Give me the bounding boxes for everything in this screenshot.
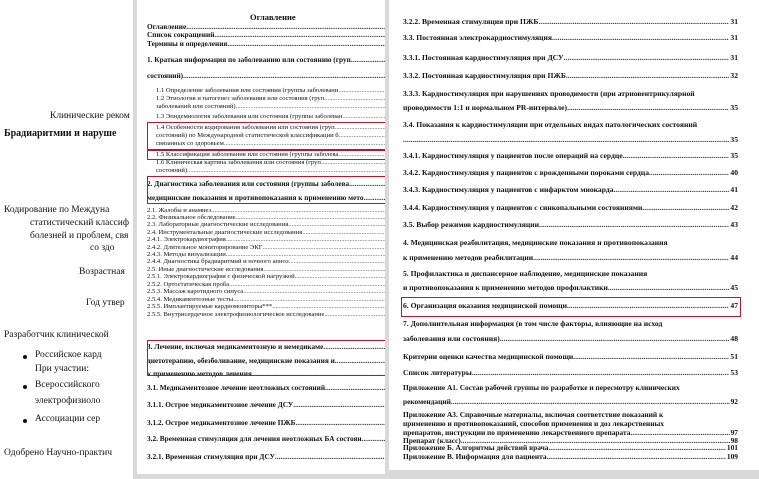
- toc-entry-text: 3.2. Временная стимуляция для лечения неотложных БА состоян: [147, 434, 362, 443]
- toc-page-number: 109: [726, 452, 738, 461]
- toc-entry-text: заболеваний или состояний): [156, 103, 236, 110]
- toc-entry-text: 2.4. Инструментальные диагностические исследования: [147, 229, 303, 236]
- toc-leader-dots: [243, 288, 385, 295]
- toc-entry-text: 2.5.5. Внутрисердечное электрофизиологическое исследование: [147, 311, 325, 318]
- toc-page-number: 48: [730, 334, 738, 343]
- toc-entry-text: Список литературы: [403, 368, 472, 377]
- toc-entry[interactable]: [403, 89, 738, 98]
- toc-entry-text: Оглавление: [147, 22, 187, 31]
- bullet-icon: [23, 419, 27, 423]
- toc-leader-dots: [183, 71, 385, 80]
- toc-leader-dots: [623, 151, 730, 160]
- toc-entry-text: 1.1 Определение заболевания или состояния (группы заболевани: [156, 87, 339, 94]
- toc-leader-dots: [236, 214, 385, 221]
- toc-page-number: 47: [730, 301, 738, 310]
- toc-page-number: 97: [730, 428, 738, 437]
- toc-entry-text: и противопоказания к применению методов профилактики: [403, 283, 608, 292]
- toc-entry-text: 3.4.4. Кардиостимуляция у пациентов с синкопальными состояниями: [403, 203, 643, 212]
- approved-by-line: Одобрено Научно-практич: [4, 448, 113, 458]
- toc-entry[interactable]: [156, 167, 385, 174]
- toc-entry-text: Критерии оценки качества медицинской помощи: [403, 352, 574, 361]
- toc-leader-dots: [548, 443, 725, 452]
- toc-entry[interactable]: [156, 95, 385, 102]
- highlight-box: [147, 150, 385, 160]
- toc-entry-text: 5. Профилактика и диспансерное наблюдение, медицинские показания: [403, 269, 648, 278]
- toc-entry-text: Список сокращений: [147, 30, 215, 39]
- toc-entry-text: 2.1. Жалобы и анамнез: [147, 207, 212, 214]
- toc-page-number: 45: [730, 283, 738, 292]
- toc-entry-text: Приложение А1. Состав рабочей группы по разработке и пересмотру клинических: [403, 383, 680, 392]
- toc-leader-dots: [539, 220, 729, 229]
- toc-entry[interactable]: [156, 113, 385, 120]
- toc-leader-dots: [362, 434, 385, 443]
- toc-entry[interactable]: [403, 220, 738, 229]
- toc-entry-text: 3.2.2. Временная стимуляция при ПЖБ: [403, 17, 539, 26]
- toc-entry-text: 6. Организация оказания медицинской помощи: [403, 301, 567, 310]
- toc-leader-dots: [338, 87, 385, 94]
- toc-entry-text: 7. Дополнительная информация (в том числе факторы, влияющие на исход: [403, 319, 663, 328]
- toc-entry[interactable]: [403, 419, 738, 428]
- toc-leader-dots: [226, 236, 385, 243]
- toc-entry-text: 1.3 Эпидемиология заболевания или состояния (группы заболеван: [156, 113, 343, 120]
- toc-entry-text: проводимости 1:1 и нормальном PR-интервале): [403, 103, 568, 112]
- toc-entry-text: 4. Медицинская реабилитация, медицинские показания и противопоказания: [403, 238, 668, 247]
- toc-leader-dots: [566, 71, 730, 80]
- toc-entry-text: 3.4.2. Кардиостимуляция у пациентов с врожденными пороками сердца: [403, 168, 650, 177]
- toc-leader-dots: [533, 253, 729, 262]
- toc-leader-dots: [403, 135, 729, 144]
- toc-page-number: 43: [730, 220, 738, 229]
- toc-leader-dots: [642, 203, 729, 212]
- toc-entry[interactable]: [403, 151, 738, 160]
- toc-entry[interactable]: [156, 87, 385, 94]
- toc-entry[interactable]: [403, 185, 738, 194]
- age-group-label: Возрастная: [79, 267, 125, 277]
- toc-leader-dots: [211, 207, 385, 214]
- toc-entry-text: 1.5 Классификация заболевания или состояния (группы заболева: [156, 151, 339, 158]
- developer-item-1: Российское кард: [35, 350, 102, 360]
- developer-label: Разработчик клинической: [4, 330, 109, 340]
- toc-entry[interactable]: [403, 203, 738, 212]
- toc-leader-dots: [264, 266, 385, 273]
- developer-item-3: Ассоциации сер: [35, 414, 101, 424]
- icd-coding-line-2: статистический классиф: [30, 218, 129, 228]
- toc-leader-dots: [567, 103, 729, 112]
- toc-leader-dots: [324, 95, 385, 102]
- toc-entry[interactable]: [147, 400, 385, 409]
- toc-entry-text: 3.5. Выбор режимов кардиостимуляции: [403, 220, 539, 229]
- toc-entry-text: медицинские показания и противопоказания к применению мето: [147, 193, 364, 202]
- toc-entry[interactable]: [147, 214, 385, 221]
- toc-entry-text: 3.1.2. Острое медикаментозное лечение ПЖБ: [147, 418, 296, 427]
- toc-entry-text: 2.2. Физикальное обследование: [147, 214, 236, 221]
- toc-entry-text: 2.4.4. Диагностика брадиаритмий и ночного апноэ: [147, 258, 289, 265]
- toc-entry-text: 3.3.3. Кардиостимуляция при нарушениях проводимости (при атриовентрикулярной: [403, 89, 695, 98]
- toc-leader-dots: [187, 167, 385, 174]
- toc-page-number: 35: [730, 135, 738, 144]
- toc-entry-text: 2.5.5. Имплантируемые кардиомониторы***: [147, 303, 273, 310]
- toc-page-number: 40: [730, 168, 738, 177]
- toc-entry-text: 1. Краткая информация по заболеванию или состоянию (груп: [147, 55, 351, 64]
- toc-entry-text: 2.3. Лабораторные диагностические исследования: [147, 221, 289, 228]
- toc-leader-dots: [214, 30, 385, 39]
- document-page-toc-1: [137, 0, 385, 474]
- approval-year-label: Год утвер: [86, 298, 125, 308]
- toc-leader-dots: [295, 418, 385, 427]
- participation-label: При участии:: [35, 364, 89, 374]
- toc-entry[interactable]: [147, 303, 385, 310]
- toc-entry[interactable]: [403, 452, 738, 461]
- toc-leader-dots: [295, 273, 385, 280]
- toc-page-number: 42: [730, 203, 738, 212]
- toc-entry[interactable]: [403, 253, 738, 262]
- toc-entry-text: 1.2 Этиология и патогенез заболевания или состояния (груп: [156, 95, 325, 102]
- icd-coding-line-3: болезней и проблем, свя: [30, 231, 129, 241]
- toc-entry-text: связанных со здоровьем: [156, 140, 224, 147]
- toc-entry[interactable]: [147, 296, 385, 303]
- toc-leader-dots: [302, 229, 385, 236]
- toc-entry[interactable]: [147, 236, 385, 243]
- recommendations-heading: Клинические реком: [50, 111, 130, 121]
- toc-entry-text: 2. Диагностика заболевания или состояния (группы заболева: [147, 179, 350, 188]
- toc-leader-dots: [236, 103, 385, 110]
- toc-entry[interactable]: [147, 418, 385, 427]
- toc-entry-text: 2.4.3. Методы визуализации: [147, 251, 226, 258]
- toc-leader-dots: [325, 383, 385, 392]
- developer-item-2-cont: электрофизиоло: [35, 396, 101, 406]
- toc-page-number: 31: [730, 17, 738, 26]
- toc-entry[interactable]: [147, 288, 385, 295]
- toc-entry-text: к применению методов лечения: [147, 369, 252, 378]
- toc-entry[interactable]: [403, 17, 738, 26]
- toc-entry-text: состояний): [147, 71, 184, 80]
- toc-leader-dots: [226, 251, 385, 258]
- toc-entry-text: 3.1.1. Острое медикаментозное лечение ДСУ: [147, 400, 294, 409]
- toc-entry-text: заболевания или состояния): [403, 334, 500, 343]
- toc-leader-dots: [288, 221, 385, 228]
- toc-entry-text: к применению методов реабилитации: [403, 253, 534, 262]
- toc-entry[interactable]: [403, 238, 738, 247]
- toc-leader-dots: [324, 311, 385, 318]
- toc-entry-text: 3.3.1. Постоянная кардиостимуляция при ДСУ: [403, 53, 564, 62]
- toc-entry[interactable]: [147, 30, 385, 39]
- document-page-left: [0, 0, 133, 479]
- toc-page-number: 41: [730, 185, 738, 194]
- toc-leader-dots: [608, 283, 730, 292]
- toc-entry[interactable]: [403, 410, 738, 419]
- toc-entry[interactable]: [147, 71, 385, 80]
- toc-leader-dots: [229, 281, 385, 288]
- toc-entry-text: 2.5.4. Медикаментозные тесты: [147, 296, 234, 303]
- toc-leader-dots: [547, 452, 726, 461]
- toc-entry[interactable]: [147, 434, 385, 443]
- toc-entry[interactable]: [403, 269, 738, 278]
- toc-leader-dots: [351, 55, 385, 64]
- toc-entry[interactable]: [147, 221, 385, 228]
- toc-leader-dots: [342, 113, 385, 120]
- toc-entry[interactable]: [403, 283, 738, 292]
- document-title: Брадиаритмии и наруше: [4, 128, 117, 139]
- toc-entry[interactable]: [156, 103, 385, 110]
- toc-entry-text: состояний) по Международной статистической классификации б: [156, 132, 339, 139]
- toc-entry-text: применению и противопоказаний, способов применения и доз лекарственных: [403, 419, 664, 428]
- toc-entry-text: 2.5. Иные диагностические исследования: [147, 266, 264, 273]
- toc-leader-dots: [321, 159, 385, 166]
- toc-entry-text: 2.4.1. Электрокардиография: [147, 236, 226, 243]
- icd-coding-line-1: Кодирование по Междуна: [4, 205, 110, 215]
- toc-leader-dots: [263, 244, 385, 251]
- toc-entry[interactable]: [403, 135, 738, 144]
- bullet-icon: [23, 385, 27, 389]
- toc-page-number: 51: [730, 352, 738, 361]
- icd-coding-line-4: со здо: [90, 243, 115, 253]
- toc-entry[interactable]: [147, 266, 385, 273]
- toc-entry[interactable]: [147, 55, 385, 64]
- highlight-box: [147, 340, 385, 376]
- toc-entry-text: 2.5.3. Массаж каротидного синуса: [147, 288, 244, 295]
- toc-leader-dots: [564, 53, 730, 62]
- toc-leader-dots: [500, 334, 730, 343]
- toc-entry-text: Препарат (класс): [403, 436, 461, 445]
- toc-leader-dots: [275, 452, 385, 461]
- toc-entry-text: 2.5.1. Электрокардиография с физической нагрузкой: [147, 273, 295, 280]
- toc-entry[interactable]: [403, 334, 738, 343]
- toc-entry[interactable]: [403, 352, 738, 361]
- toc-page-number: 32: [730, 71, 738, 80]
- toc-page-number: 35: [730, 151, 738, 160]
- toc-entry-text: препаратов, инструкции по применению лекарственного препарата: [403, 428, 631, 437]
- toc-entry-text: 3. Лечение, включая медикаментозную и немедикаме: [147, 342, 324, 351]
- toc-entry[interactable]: [403, 397, 738, 406]
- toc-entry-text: 3.2.1. Временная стимуляция при ДСУ: [147, 452, 275, 461]
- toc-entry-text: 2.4.2. Длительное мониторирование ЭКГ: [147, 244, 263, 251]
- toc-entry[interactable]: [403, 168, 738, 177]
- toc-entry-text: 1.4 Особенности кодирования заболевания или состояния (груп: [156, 124, 335, 131]
- toc-entry[interactable]: [403, 120, 738, 129]
- highlight-box: [401, 297, 741, 317]
- toc-entry[interactable]: [147, 251, 385, 258]
- toc-entry-text: 3.4. Показания к кардиостимуляции при отдельных видах патологических состояний: [403, 120, 698, 129]
- toc-page-number: 35: [730, 103, 738, 112]
- toc-leader-dots: [649, 168, 729, 177]
- toc-entry[interactable]: [403, 443, 738, 452]
- highlight-box: [147, 176, 385, 204]
- toc-leader-dots: [233, 296, 385, 303]
- toc-entry[interactable]: [147, 244, 385, 251]
- toc-entry[interactable]: [147, 452, 385, 461]
- toc-entry[interactable]: [147, 273, 385, 280]
- toc-entry-text: рекомендаций: [403, 397, 451, 406]
- toc-leader-dots: [552, 33, 729, 42]
- toc-page-number: 98: [730, 436, 738, 445]
- toc-leader-dots: [538, 17, 729, 26]
- toc-entry[interactable]: [403, 53, 738, 62]
- toc-entry[interactable]: [403, 319, 738, 328]
- toc-page-number: 31: [730, 53, 738, 62]
- toc-entry-text: состояний): [156, 167, 188, 174]
- highlight-box: [147, 122, 385, 150]
- toc-entry[interactable]: [403, 33, 738, 42]
- toc-entry-text: Приложение Б. Алгоритмы действий врача: [403, 443, 549, 452]
- toc-entry-text: 3.3.2. Постоянная кардиостимуляция при ПЖБ: [403, 71, 566, 80]
- toc-entry-text: 3.4.1. Кардиостимуляция у пациентов после операций на сердце: [403, 151, 623, 160]
- toc-leader-dots: [293, 400, 385, 409]
- toc-entry-text: 3.4.3. Кардиостимуляция у пациентов с инфарктом миокарда: [403, 185, 614, 194]
- toc-entry[interactable]: [147, 258, 385, 265]
- bullet-icon: [23, 355, 27, 359]
- toc-page-number: 31: [730, 33, 738, 42]
- toc-entry[interactable]: [147, 383, 385, 392]
- toc-leader-dots: [614, 185, 730, 194]
- toc-entry-text: 3.3. Постоянная электрокардиостимуляция: [403, 33, 552, 42]
- toc-leader-dots: [573, 352, 729, 361]
- toc-entry[interactable]: [147, 311, 385, 318]
- toc-leader-dots: [472, 368, 730, 377]
- toc-entry[interactable]: [147, 39, 385, 48]
- toc-entry-text: диетотерапию, обезболивание, медицинские показания и: [147, 356, 335, 365]
- toc-entry-text: 3.1. Медикаментозное лечение неотложных состояний: [147, 383, 326, 392]
- toc-leader-dots: [289, 258, 385, 265]
- toc-leader-dots: [451, 397, 730, 406]
- toc-entry[interactable]: [403, 103, 738, 112]
- document-page-toc-2: [389, 0, 759, 470]
- toc-title: Оглавление: [250, 12, 296, 22]
- toc-entry-text: Термины и определения: [147, 39, 228, 48]
- toc-entry-text: 2.5.2. Ортостатическая проба: [147, 281, 230, 288]
- toc-page-number: 101: [726, 443, 738, 452]
- toc-entry-text: Приложение А3. Справочные материалы, включая соответствие показаний к: [403, 410, 664, 419]
- toc-entry-text: 1.6 Клиническая картина заболевания или состояния (груп: [156, 159, 321, 166]
- toc-page-number: 53: [730, 368, 738, 377]
- toc-entry[interactable]: [156, 159, 385, 166]
- toc-entry[interactable]: [147, 229, 385, 236]
- toc-page-number: 44: [730, 253, 738, 262]
- toc-entry[interactable]: [403, 383, 738, 392]
- toc-leader-dots: [227, 39, 385, 48]
- toc-page-number: 92: [730, 397, 738, 406]
- toc-entry-text: Приложение В. Информация для пациента: [403, 452, 547, 461]
- toc-leader-dots: [272, 303, 385, 310]
- toc-entry[interactable]: [147, 207, 385, 214]
- toc-entry[interactable]: [147, 281, 385, 288]
- toc-entry[interactable]: [403, 368, 738, 377]
- toc-entry[interactable]: [403, 71, 738, 80]
- developer-item-2: Всероссийского: [35, 380, 100, 390]
